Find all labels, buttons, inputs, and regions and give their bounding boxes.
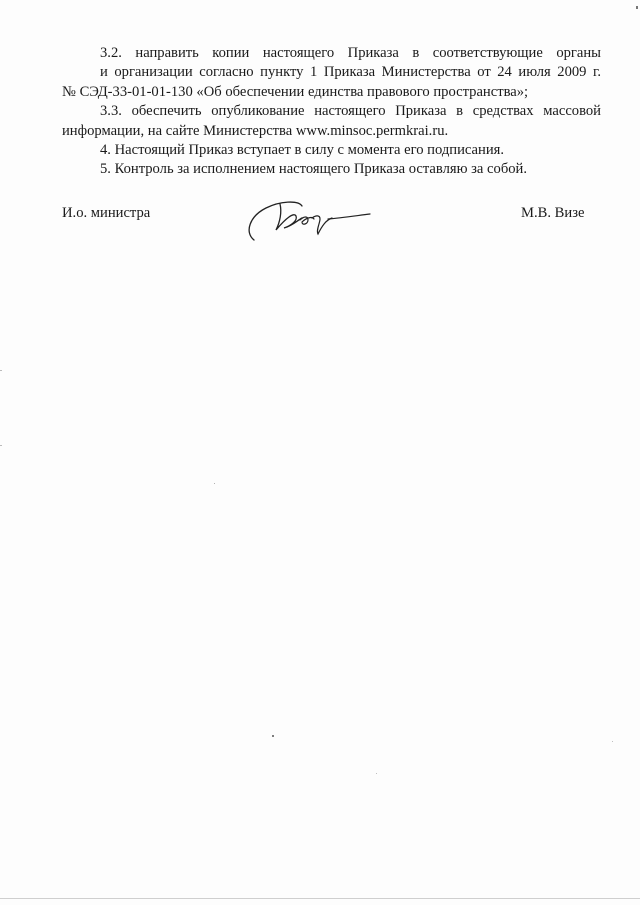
paragraph-5 [62,160,601,179]
scan-edge-mark [636,6,638,9]
scan-speck [272,735,274,737]
paragraph-3-3 [62,102,601,141]
handwritten-signature [236,188,376,246]
text-line: 5. Контроль за исполнением настоящего Приказа оставляю за собой. [100,161,528,178]
scan-speck [612,741,613,742]
text-line: и организации согласно пункту 1 Приказа Министерства от 24 июля 2009 г. [100,64,601,81]
text-line: 3.3. обеспечить опубликование настоящего Приказа в средствах массовой [100,103,601,120]
page-bottom-edge [0,898,640,899]
document-body [62,44,601,180]
signatory-role: И.о. министра [62,205,151,221]
text-line: информации, на сайте Министерства www.minsoc.permkrai.ru. [62,122,449,139]
scan-edge-mark [0,370,2,371]
paragraph-3-2 [62,44,601,102]
paragraph-4 [62,141,601,160]
text-line: 4. Настоящий Приказ вступает в силу с момента его подписания. [100,142,504,159]
signatory-name: М.В. Визе [521,205,585,221]
scan-edge-mark [0,445,2,446]
scan-speck [214,483,215,484]
text-line: 3.2. направить копии настоящего Приказа в соответствующие органы [100,45,601,61]
scan-speck [376,773,377,774]
text-line: № СЭД-33-01-01-130 «Об обеспечении единства правового пространства»; [62,83,529,100]
